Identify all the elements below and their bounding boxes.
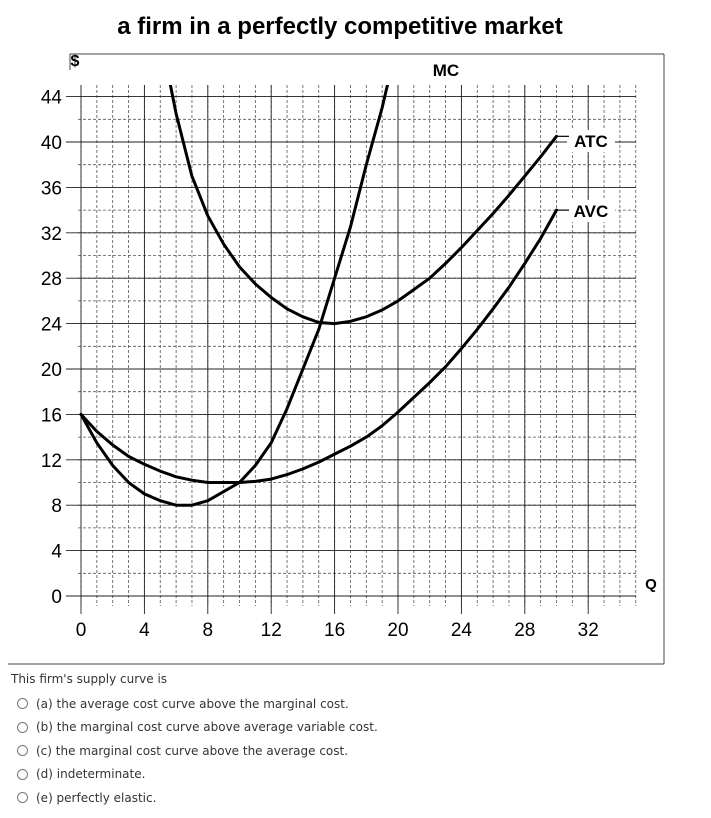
x-tick-label: 12 [260, 620, 282, 641]
y-tick-label: 8 [51, 496, 62, 518]
x-tick-label: 8 [202, 620, 214, 641]
answer-option-4[interactable] [11, 786, 701, 810]
series-mc-curve [81, 0, 414, 505]
x-tick-label: 32 [577, 620, 599, 641]
answer-option-label: (d) indeterminate. [36, 767, 146, 782]
y-tick-label: 44 [40, 87, 62, 109]
x-tick-label: 4 [139, 620, 150, 641]
x-tick-label: 28 [514, 620, 536, 641]
series-avc-label: AVC [573, 202, 609, 221]
y-tick-label: 0 [51, 587, 62, 608]
y-tick-label: 20 [40, 360, 62, 381]
answer-option-label: (c) the marginal cost curve above the average cost. [36, 743, 349, 758]
radio-button-icon[interactable] [17, 792, 28, 803]
x-tick-label: 20 [387, 620, 409, 641]
y-tick-label: 28 [40, 269, 62, 291]
y-tick-label: 12 [40, 450, 62, 472]
question-stem: This firm's supply curve is [11, 672, 168, 686]
radio-button-icon[interactable] [17, 745, 28, 756]
answer-option-3[interactable] [11, 763, 701, 787]
question-block [11, 672, 701, 810]
answer-option-1[interactable] [11, 716, 701, 740]
y-tick-label: 40 [40, 133, 62, 154]
series-mc-label: MC [432, 61, 460, 80]
answer-option-2[interactable] [11, 739, 701, 763]
x-axis-label: Q [645, 576, 657, 593]
radio-button-icon[interactable] [17, 698, 28, 709]
radio-button-icon[interactable] [17, 722, 28, 733]
series-atc-label: ATC [574, 132, 608, 151]
series-atc-curve [168, 74, 556, 324]
chart-title: a firm in a perfectly competitive market [117, 13, 563, 40]
y-tick-label: 16 [40, 405, 62, 427]
answer-options [11, 692, 701, 810]
x-tick-label: 0 [75, 620, 87, 641]
answer-option-label: (e) perfectly elastic. [36, 790, 157, 805]
answer-option-label: (a) the average cost curve above the marginal cost. [36, 696, 349, 711]
y-tick-label: 4 [51, 541, 62, 563]
y-tick-label: 32 [40, 223, 62, 245]
radio-button-icon[interactable] [17, 769, 28, 780]
y-tick-label: 36 [40, 178, 62, 200]
y-tick-label: 24 [40, 314, 62, 336]
x-tick-label: 24 [450, 620, 472, 641]
answer-option-0[interactable] [11, 692, 701, 716]
x-tick-label: 16 [324, 620, 346, 641]
y-axis-label: $ [70, 53, 80, 70]
answer-option-label: (b) the marginal cost curve above average variable cost. [36, 720, 378, 735]
